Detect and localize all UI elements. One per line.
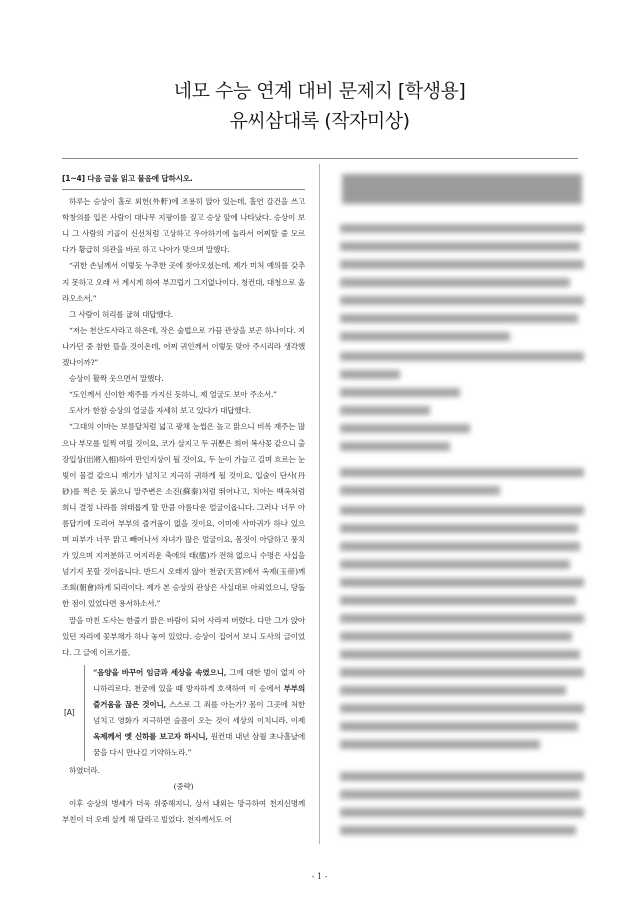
blurred-line <box>340 772 584 781</box>
blurred-line <box>340 826 576 835</box>
blurred-line <box>340 704 584 713</box>
passage-paragraph: “귀한 손님께서 이렇듯 누추한 곳에 찾아오셨는데, 제가 미처 예의를 갖추지 못하고 오래 서 계시게 하여 부끄럽기 그지없나이다. 청컨대, 대청으로 올라오소서.” <box>62 261 305 303</box>
blurred-line <box>340 224 584 233</box>
document-subtitle: 유씨삼대록 (작자미상) <box>229 110 410 132</box>
blurred-line <box>340 542 580 551</box>
blurred-line <box>340 578 584 587</box>
blurred-line <box>340 388 460 397</box>
blurred-line <box>340 314 578 323</box>
passage-paragraph: 도사가 한참 승상의 얼굴을 자세히 보고 있다가 대답했다. <box>69 406 251 416</box>
blurred-line <box>340 506 584 515</box>
blurred-line <box>340 740 540 749</box>
boxed-passage-a <box>62 665 305 762</box>
blurred-line <box>340 242 580 251</box>
blurred-line <box>340 686 566 695</box>
blurred-block <box>342 174 582 204</box>
blurred-line <box>340 406 430 415</box>
blurred-line <box>340 596 576 605</box>
passage-paragraph: “저는 천산도사라고 하온데, 작은 술법으로 가끔 관상을 보곤 하나이다. 지나가던 중 참한 뜰을 것이온데, 어찌 귀인께서 이렇듯 맞아 주시리라 생각했겠나이까?” <box>62 325 305 368</box>
document-title: 네모 수능 연계 대비 문제지 [학생용] <box>173 80 466 102</box>
omission-mark: (중략) <box>173 782 194 792</box>
box-label: [A] <box>64 708 75 718</box>
blurred-line <box>340 370 400 379</box>
column-divider <box>319 164 320 844</box>
passage-paragraph: 이후 승상의 병세가 더욱 위중해지니, 상서 내외는 망극하여 천지신명께 부친이 더 오래 살게 해 달라고 빌었다. 천자께서도 어 <box>62 798 305 824</box>
passage-paragraph: “도인께서 신이한 재주를 가지신 듯하니, 제 얼굴도 보아 주소서.” <box>69 390 277 400</box>
blurred-line <box>340 614 584 623</box>
blurred-line <box>340 650 580 659</box>
blurred-line <box>340 260 584 269</box>
blurred-line <box>340 790 580 799</box>
passage-column <box>62 171 305 828</box>
blurred-line <box>340 424 470 433</box>
blurred-line <box>340 296 584 305</box>
blurred-line <box>340 808 584 817</box>
bold-phrase: 옥제께서 옛 신하를 보고자 하시니, <box>93 732 208 742</box>
blurred-line <box>340 524 578 533</box>
blurred-line <box>340 486 500 495</box>
passage-paragraph: 승상이 활짝 웃으면서 말했다. <box>69 374 164 384</box>
passage-paragraph: 하였더라. <box>69 766 100 776</box>
page-number: - 1 - <box>311 872 328 881</box>
bold-phrase: 부부의 즐거움을 끊은 것이니, <box>93 683 305 709</box>
passage-paragraph: “그대의 이마는 보름달처럼 넓고 광채 눈썹은 높고 맑으니 비록 재주는 많으나 부모를 일찍 여읠 것이요, 코가 살지고 두 귀뿐은 희어 복사꽃 같으니 출장입상(出將入相)하여 만인지상이 될 것이요, 두 눈이 가늘고 길며 흐르는 눈빛이 물결 같으니 재기가 넘치고 지극히 귀하게 될 것이요, 입술이 단사(丹砂)를 찍은 듯 붉으니 말주변은 소진(蘇秦)처럼 뛰어나고, 치아는 백옥처럼 희니 결정 나라를 위태롭게 할 만큼 아름다운 얼굴이옵니다. 그러나 너무 아름답기에 도리어 부부의 즐거움이 없을 것이요, 이미에 사마귀가 하나 있으며 피부가 너무 맑고 빼어나서 자녀가 많은 얼굴이요, 몸짓이 아담하고 풍치가 있으며 지저분하고 어지러운 축에의 태(態)가 전혀 없으니 수명은 사십을 넘기지 못할 것이옵니다. 반드시 오래지 않아 천궁(天宮)에서 옥제(玉帝)께 조회(朝會)하게 되리이다. 제가 본 승상의 관상은 사실대로 아뢰었으니, 당돌한 점이 있었다면 용서하소서.” <box>62 422 305 609</box>
instruction-underline <box>62 189 305 190</box>
blurred-line <box>340 278 570 287</box>
header-divider <box>62 158 578 159</box>
question-instruction: [1~4] 다음 글을 읽고 물음에 답하시오. <box>62 174 193 183</box>
blurred-line <box>340 442 450 451</box>
blurred-line <box>340 468 584 477</box>
passage-paragraph: 하루는 승상이 홀로 외헌(外軒)에 조용히 앉아 있는데, 홀연 갈건을 쓰고 학창의를 입은 사람이 대나무 지팡이를 짚고 승상 앞에 나타났다. 승상이 보니 그 사람의 기골이 신선처럼 고상하고 우아하기에 놀라서 어찌할 줄 모르다가 황급히 의관을 바로 하고 나아가 맞으며 말했다. <box>62 197 305 255</box>
blurred-line <box>340 352 584 361</box>
bold-phrase: “음양을 바꾸어 임금과 세상을 속였으니, <box>93 667 227 677</box>
passage-paragraph: 그 사람이 허리를 굽혀 대답했다. <box>69 309 173 319</box>
blurred-line <box>340 668 584 677</box>
blurred-line <box>340 722 578 731</box>
blurred-line <box>340 632 572 641</box>
blurred-column <box>338 168 588 848</box>
blurred-line <box>340 332 510 341</box>
passage-paragraph: 말을 마친 도사는 한줄기 맑은 바람이 되어 사라져 버렸다. 다만 그가 앉아 있던 자리에 꽃부채가 하나 놓여 있었다. 승상이 집어서 보니 도사의 글이었다. 그 글에 이르기를, <box>62 615 305 657</box>
blurred-line <box>340 560 570 569</box>
boxed-text: “음양을 바꾸어 임금과 세상을 속였으니, 그에 대한 벌이 없지 아니하리로다. 천궁에 있을 때 방자하게 호색하여 이 승에서 부부의 즐거움을 끊은 것이니, 스스로 그 죄를 아는가? 몸이 그곳에 처한 넘치고 영화가 지극하면 슬픔이 오는 것이 세상의 이치니라. 이제 옥제께서 옛 신하를 보고자 하시니, 원컨대 내년 삼월 초나흘날에 꿈을 다시 만나길 기약하노라.” <box>84 665 305 762</box>
